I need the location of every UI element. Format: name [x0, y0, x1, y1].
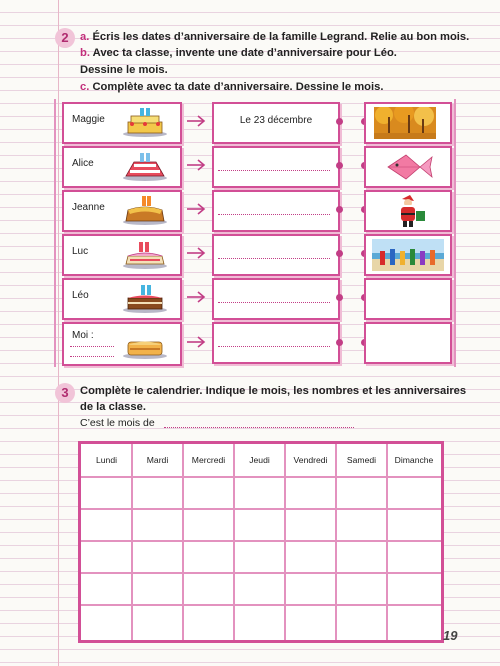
grid-line: [81, 508, 441, 510]
grid-line: [182, 444, 184, 640]
instruction-3-line1: Complète le calendrier. Indique le mois, les nombres et les anniversaires: [80, 385, 467, 397]
grid-line: [386, 444, 388, 640]
month-image-box[interactable]: [364, 146, 452, 188]
dotted-answer-line[interactable]: [70, 346, 114, 347]
santa-claus: [388, 193, 428, 229]
name-label: Maggie: [72, 114, 105, 125]
name-label: Jeanne: [72, 202, 105, 213]
arrow-icon: [186, 203, 206, 215]
link-dot-left[interactable]: [336, 339, 343, 346]
cake-icon: [120, 150, 170, 182]
name-box-luc: [62, 234, 182, 276]
exercise-3-number: 3: [55, 383, 75, 403]
month-answer-line[interactable]: [164, 427, 354, 428]
day-header-vendredi: Vendredi: [293, 455, 328, 465]
cake-icon: [120, 194, 170, 226]
cake-icon: [120, 328, 170, 360]
month-image-box[interactable]: [364, 322, 452, 364]
instruction-a-text: Écris les dates d’anniversaire de la famille Legrand. Relie au bon mois.: [92, 31, 470, 43]
grid-line: [81, 540, 441, 542]
arrow-icon: [186, 159, 206, 171]
day-header-samedi: Samedi: [346, 455, 377, 465]
arrow-icon: [186, 291, 206, 303]
origami-fish: [384, 151, 434, 183]
dotted-answer-line: [218, 214, 330, 215]
dotted-answer-line: [218, 302, 330, 303]
name-label: Alice: [72, 158, 94, 169]
date-box-leo[interactable]: [212, 278, 340, 320]
dotted-answer-line[interactable]: [70, 356, 114, 357]
month-image-box[interactable]: [364, 190, 452, 232]
grid-line: [335, 444, 337, 640]
calendar-grid: [78, 441, 444, 643]
date-box-alice[interactable]: [212, 146, 340, 188]
cake-icon: [120, 282, 170, 314]
date-box-maggie[interactable]: [212, 102, 340, 144]
name-box-alice: [62, 146, 182, 188]
grid-line: [284, 444, 286, 640]
instruction-c-letter: c.: [80, 81, 90, 93]
link-dot-left[interactable]: [336, 162, 343, 169]
date-box-jeanne[interactable]: [212, 190, 340, 232]
instruction-b: [80, 46, 397, 61]
arrow-icon: [186, 115, 206, 127]
cake-icon: [120, 106, 170, 138]
instruction-a-letter: a.: [80, 31, 90, 43]
instruction-b-line2: Dessine le mois.: [80, 64, 168, 76]
dotted-answer-line: [218, 346, 330, 347]
beach-people-photo: [372, 239, 444, 271]
exercise-2-number: 2: [55, 28, 75, 48]
date-box-moi[interactable]: [212, 322, 340, 364]
link-dot-left[interactable]: [336, 294, 343, 301]
link-dot-left[interactable]: [336, 250, 343, 257]
name-label: Luc: [72, 246, 89, 257]
instruction-a: [80, 30, 469, 45]
grid-line: [81, 572, 441, 574]
link-dot-left[interactable]: [336, 118, 343, 125]
instruction-3-line2: de la classe.: [80, 401, 146, 413]
day-header-mardi: Mardi: [146, 455, 169, 465]
day-header-jeudi: Jeudi: [249, 455, 270, 465]
name-box-maggie: [62, 102, 182, 144]
arrow-icon: [186, 247, 206, 259]
instruction-c: [80, 80, 383, 95]
dotted-answer-line: [218, 170, 330, 171]
date-box-luc[interactable]: [212, 234, 340, 276]
name-label: Moi :: [72, 330, 94, 341]
name-box-leo: [62, 278, 182, 320]
date-text: Le 23 décembre: [239, 115, 313, 126]
autumn-trees-photo: [374, 107, 436, 139]
instruction-c-text: Complète avec ta date d’anniversaire. Dessine le mois.: [92, 81, 384, 93]
instruction-b-text: Avec ta classe, invente une date d’anniversaire pour Léo.: [92, 47, 397, 59]
name-box-jeanne: [62, 190, 182, 232]
grid-line: [131, 444, 133, 640]
instruction-b-letter: b.: [80, 47, 90, 59]
day-header-dimanche: Dimanche: [394, 455, 434, 465]
arrow-icon: [186, 336, 206, 348]
grid-line: [81, 476, 441, 478]
day-header-lundi: Lundi: [95, 455, 118, 465]
grid-line: [233, 444, 235, 640]
page-number: 19: [443, 628, 458, 643]
name-box-moi: [62, 322, 182, 366]
grid-line: [81, 604, 441, 606]
link-dot-left[interactable]: [336, 206, 343, 213]
day-header-mercredi: Mercredi: [191, 455, 226, 465]
dotted-answer-line: [218, 258, 330, 259]
month-image-box[interactable]: [364, 102, 452, 144]
cake-icon: [120, 238, 170, 270]
name-label: Léo: [72, 290, 89, 301]
month-image-box[interactable]: [364, 278, 452, 320]
month-prompt: C’est le mois de: [80, 417, 155, 429]
month-image-box[interactable]: [364, 234, 452, 276]
